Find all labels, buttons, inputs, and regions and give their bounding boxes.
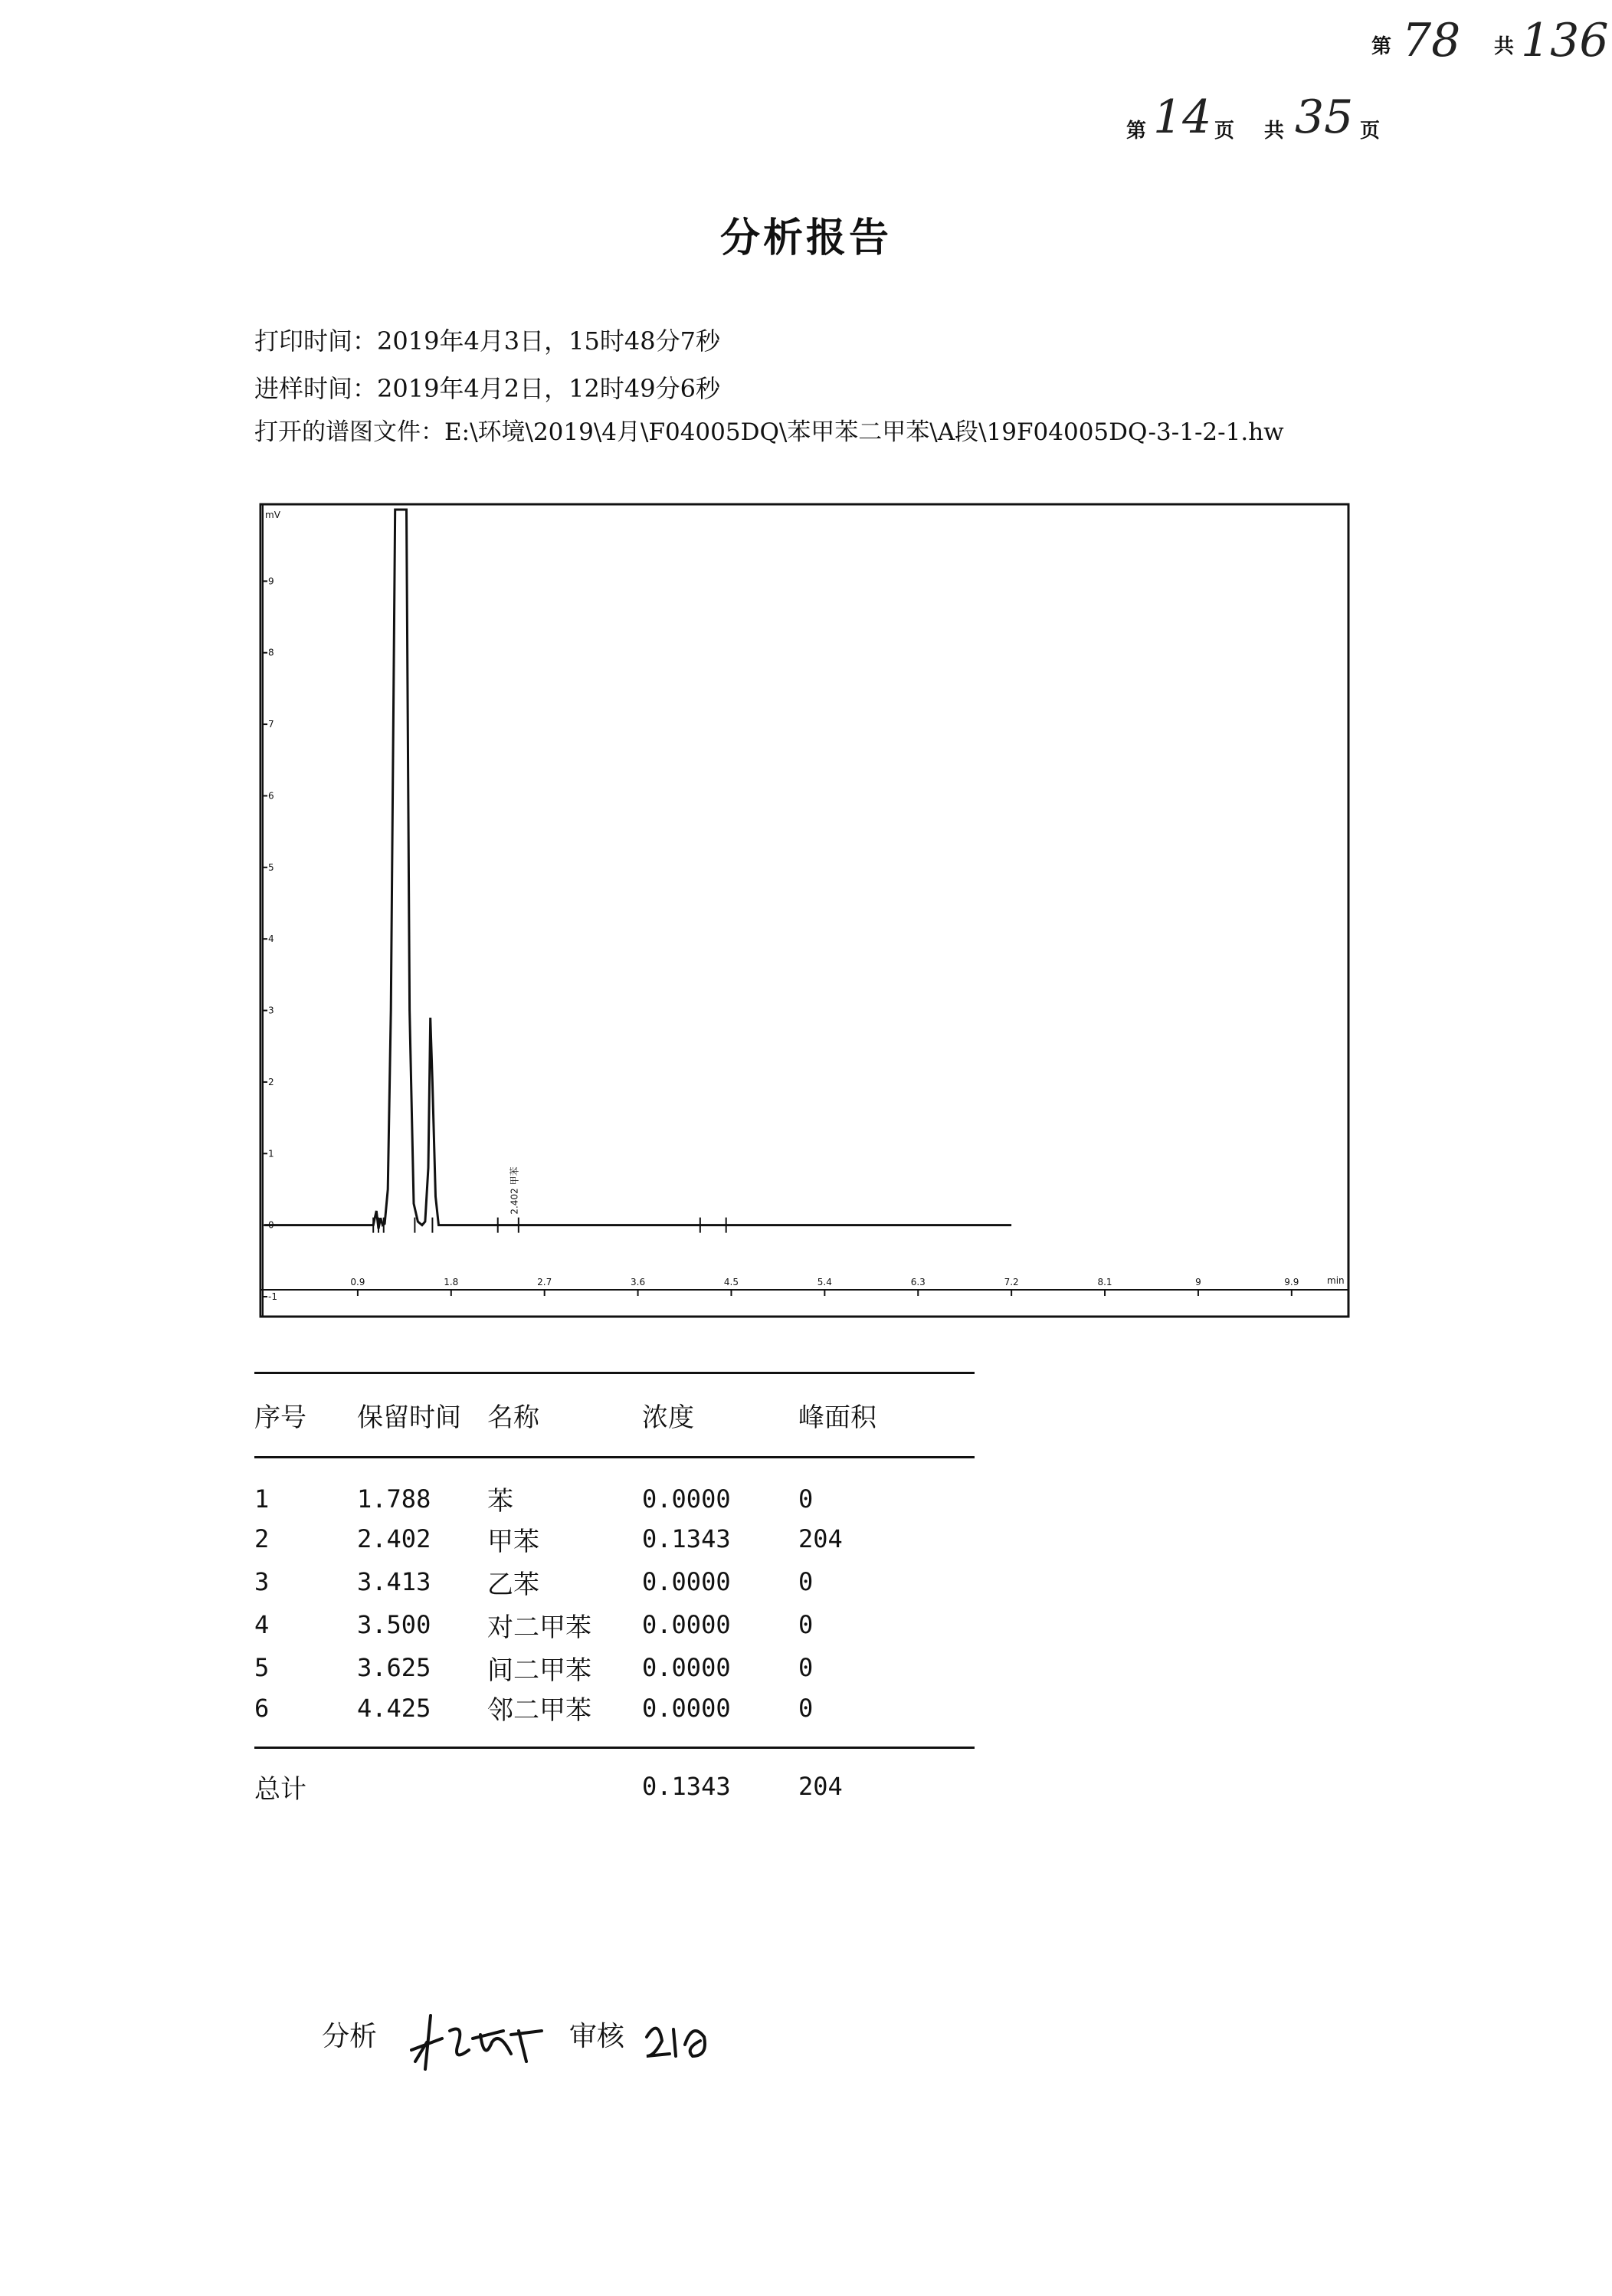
table-header-row [254,1373,975,1458]
row-peak-area: 0 [798,1567,814,1596]
results-table [254,1372,975,1825]
analyst-label: 分析 [322,2021,378,2052]
total-peak-area: 204 [798,1772,843,1802]
page-suffix: 页 [1360,120,1381,143]
header-retention-time: 保留时间 [357,1402,461,1433]
row-retention-time: 3.413 [357,1567,431,1596]
y-tick-label: -1 [268,1291,277,1302]
row-peak-area: 0 [798,1610,814,1639]
y-tick-label: 7 [268,719,274,730]
row-retention-time: 3.625 [357,1653,431,1682]
x-tick-label: 9.9 [1284,1277,1299,1287]
row-retention-time: 1.788 [357,1484,431,1514]
row-peak-area: 0 [798,1653,814,1682]
x-tick-label: 1.8 [444,1277,459,1287]
row-retention-time: 3.500 [357,1610,431,1639]
row-concentration: 0.0000 [642,1567,731,1596]
y-tick-label: 2 [268,1076,274,1087]
x-tick-label: 0.9 [350,1277,365,1287]
table-row [254,1458,975,1518]
x-tick-label: 7.2 [1004,1277,1019,1287]
row-name: 苯 [487,1486,513,1517]
header-name: 名称 [487,1402,539,1433]
y-tick-label: 9 [268,576,274,587]
row-name: 邻二甲苯 [487,1695,591,1726]
row-index: 1 [254,1484,270,1514]
row-peak-area: 204 [798,1524,843,1553]
row-index: 5 [254,1653,270,1682]
x-tick-label: 2.7 [537,1277,552,1287]
row-index: 6 [254,1693,270,1723]
total-label: 总计 [254,1773,306,1805]
pages-total-suffix: 共 [1494,35,1515,58]
table-row [254,1517,975,1560]
y-tick-label: 0 [268,1219,274,1231]
table-row [254,1603,975,1646]
chromatogram-file-path: 打开的谱图文件：E:\环境\2019\4月\F04005DQ\苯甲苯二甲苯\A段\19F04005DQ-3-1-2-1.hw [254,418,1284,446]
row-retention-time: 4.425 [357,1693,431,1723]
page-total: 35 [1295,90,1354,144]
row-concentration: 0.1343 [642,1524,731,1553]
analyst-signature [396,2008,549,2077]
row-retention-time: 2.402 [357,1524,431,1553]
row-peak-area: 0 [798,1693,814,1723]
header-concentration: 浓度 [642,1402,694,1433]
row-name: 间二甲苯 [487,1655,591,1686]
page-number: 14 [1153,90,1212,144]
row-concentration: 0.0000 [642,1484,731,1514]
x-tick-label: 3.6 [631,1277,646,1287]
row-name: 对二甲苯 [487,1612,591,1643]
table-row [254,1689,975,1748]
print-time: 打印时间：2019年4月3日，15时48分7秒 [254,326,720,356]
y-axis-label: mV [265,510,280,520]
row-name: 甲苯 [487,1526,539,1557]
report-title: 分析报告 [719,215,892,261]
pages-total-prefix: 第 [1371,35,1392,58]
x-tick-label: 8.1 [1097,1277,1112,1287]
row-name: 乙苯 [487,1569,539,1600]
y-tick-label: 1 [268,1148,274,1159]
row-peak-area: 0 [798,1484,814,1514]
chart-frame [260,504,1348,1317]
pages-total-value: 78 [1402,14,1461,67]
y-tick-label: 4 [268,933,274,945]
y-tick-label: 5 [268,861,274,873]
signature-area [322,2008,723,2069]
y-tick-label: 3 [268,1005,274,1016]
chart-layer [260,504,1348,1317]
table-row [254,1646,975,1689]
y-tick-label: 6 [268,790,274,802]
x-tick-label: 9 [1195,1277,1201,1287]
row-concentration: 0.0000 [642,1610,731,1639]
chromatogram-trace [264,510,1011,1228]
reviewer-label: 审核 [568,2021,624,2052]
injection-time: 进样时间：2019年4月2日，12时49分6秒 [254,374,720,403]
x-tick-label: 4.5 [723,1277,739,1287]
row-index: 2 [254,1524,270,1553]
row-index: 4 [254,1610,270,1639]
header-index: 序号 [254,1402,306,1433]
x-axis-label: min [1327,1275,1345,1286]
row-index: 3 [254,1567,270,1596]
total-concentration: 0.1343 [642,1772,731,1802]
page-prefix: 第 [1126,120,1147,143]
row-concentration: 0.0000 [642,1693,731,1723]
x-tick-label: 5.4 [817,1277,832,1287]
header-peak-area: 峰面积 [798,1402,876,1433]
table-total-row [254,1748,975,1825]
pages-total-value2: 136 [1521,14,1609,67]
page-total-label: 共 [1264,120,1285,143]
x-tick-label: 6.3 [910,1277,926,1287]
peak-annotation: 2.402 甲苯 [509,1166,520,1215]
reviewer-signature [639,2014,723,2068]
table-row [254,1560,975,1603]
y-tick-label: 8 [268,647,274,658]
page-mid: 页 [1214,120,1235,143]
row-concentration: 0.0000 [642,1653,731,1682]
